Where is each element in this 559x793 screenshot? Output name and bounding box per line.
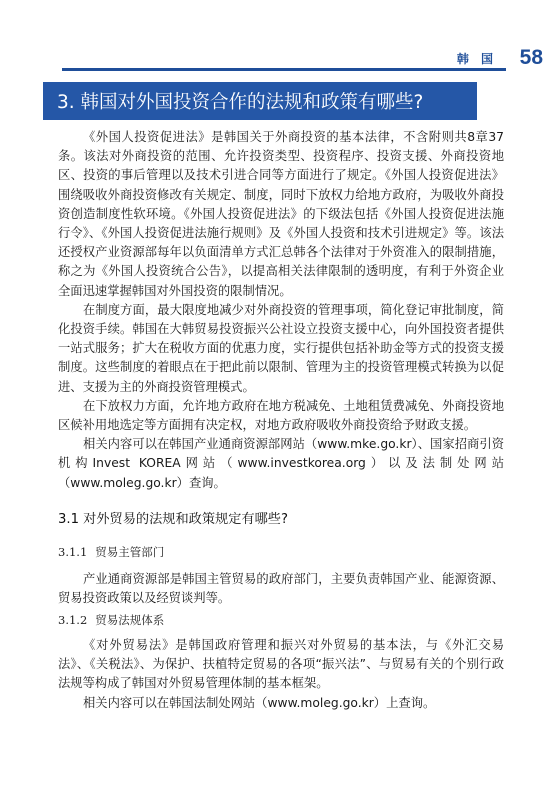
sub-heading-3-1-2 (58, 612, 164, 628)
sub-heading-number: 3.1.2 (58, 613, 88, 627)
header-rule (62, 68, 506, 71)
sub-heading-3-1-1 (58, 544, 164, 560)
paragraph: 在下放权力方面，允许地方政府在地方税减免、土地租赁费减免、外商投资地区候补用地选定等方面拥有决定权，对地方政府吸收外商投资给予财政支援。 (58, 398, 504, 433)
sub-heading-number: 3.1.1 (58, 545, 88, 559)
page-number: 58 (519, 46, 543, 69)
paragraph: 相关内容可以在韩国法制处网站（www.moleg.go.kr）上查询。 (83, 695, 436, 710)
running-header-country: 韩 国 (456, 52, 497, 66)
sub-heading-title: 贸易法规体系 (95, 613, 165, 627)
paragraph: 相关内容可以在韩国产业通商资源部网站（www.mke.go.kr）、国家招商引资机构Invest KOREA网站（www.investkorea.org）以及法制处网站（www.moleg.go.kr）查询。 (58, 437, 504, 490)
chapter-title: 3. 韩国对外国投资合作的法规和政策有哪些? (57, 92, 424, 113)
section-3-1-2-text (58, 636, 504, 713)
chapter-banner (43, 82, 477, 120)
section-heading-3-1: 3.1 对外贸易的法规和政策规定有哪些? (58, 512, 288, 527)
sub-heading-title: 贸易主管部门 (95, 545, 165, 559)
intro-text (58, 128, 504, 493)
paragraph: 《外国人投资促进法》是韩国关于外商投资的基本法律，不含附则共8章37条。该法对外商投资的范围、允许投资类型、投资程序、投资支援、外商投资地区、投资的事后管理以及技术引进合同等方面进行了规定。《外国人投资促进法》围绕吸收外商投资修改有关规定、制度，同时下放权力给地方政府，为吸收外商投资创造制度性软环境。《外国人投资促进法》的下级法包括《外国人投资促进法施行令》、《外国人投资促进法施行规则》及《外国人投资和技术引进规定》等。该法还授权产业资源部每年以负面清单方式汇总韩各个法律对于外资准入的限制措施，称之为《外国人投资统合公告》，以提高相关法律限制的透明度，有利于外资企业全面迅速掌握韩国对外国投资的限制情况。 (58, 130, 504, 298)
paragraph: 《对外贸易法》是韩国政府管理和振兴对外贸易的基本法，与《外汇交易法》、《关税法》、为保护、扶植特定贸易的各项“振兴法”、与贸易有关的个别行政法规等构成了韩国对外贸易管理体制的基本框架。 (58, 638, 504, 691)
page-header (0, 46, 559, 72)
section-3-1-1-text (58, 570, 504, 608)
paragraph: 在制度方面，最大限度地减少对外商投资的管理事项，简化登记审批制度，简化投资手续。韩国在大韩贸易投资振兴公社设立投资支援中心，向外国投资者提供一站式服务；扩大在税收方面的优惠力度，实行提供包括补助金等方式的投资支援制度。这些制度的着眼点在于把此前以限制、管理为主的投资管理模式转换为以促进、支援为主的外商投资管理模式。 (58, 302, 504, 394)
paragraph: 产业通商资源部是韩国主管贸易的政府部门，主要负责韩国产业、能源资源、贸易投资政策以及经贸谈判等。 (58, 572, 504, 606)
